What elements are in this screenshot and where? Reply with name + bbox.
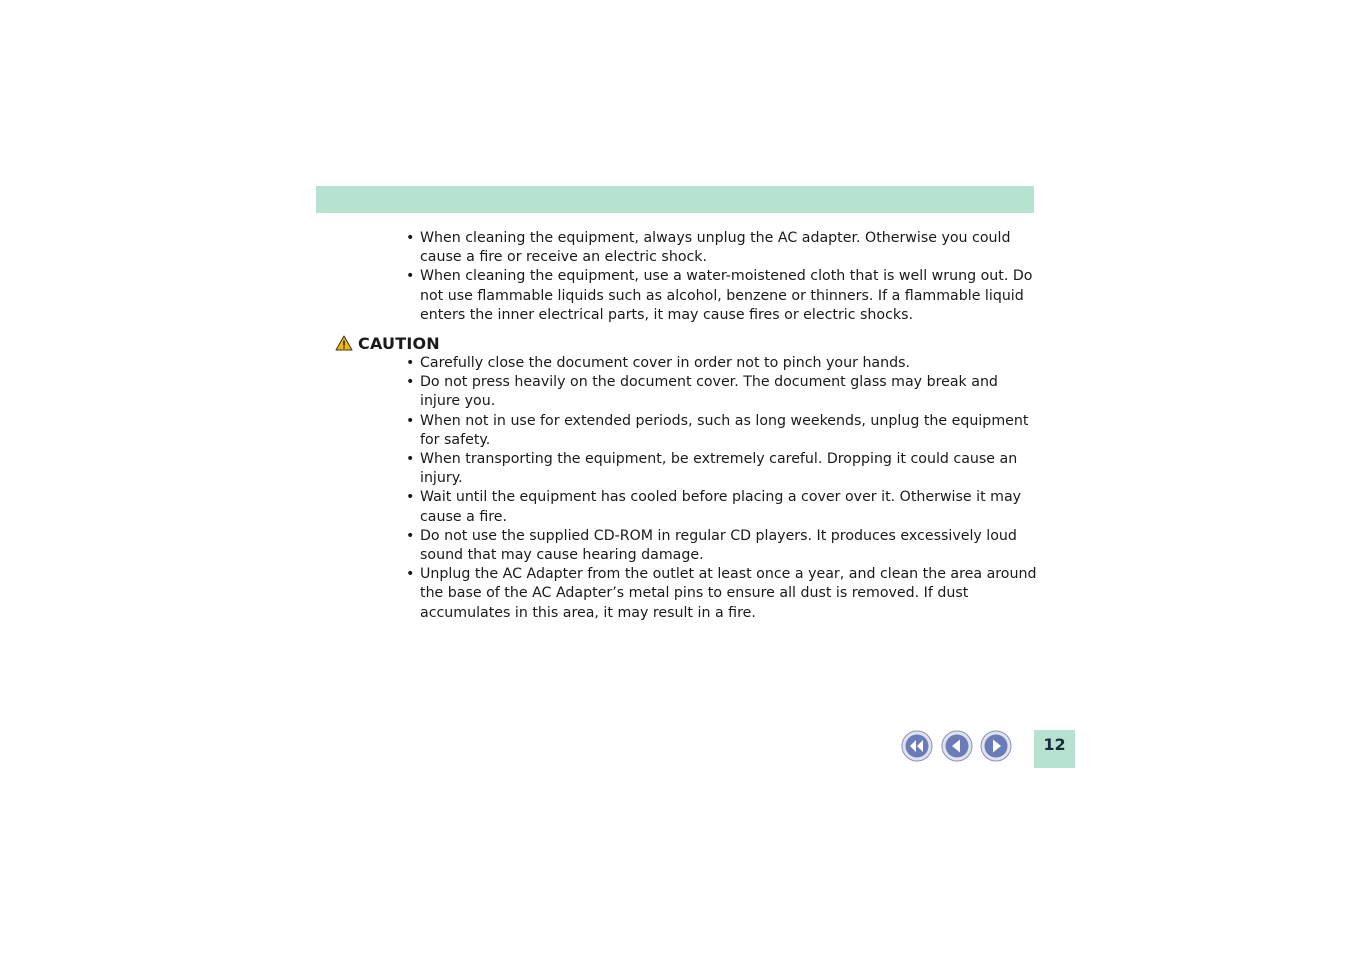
first-page-button[interactable]: [901, 730, 933, 762]
list-item: • Do not press heavily on the document cover. The document glass may break and injure you.: [405, 373, 1037, 411]
header-bar: [316, 186, 1034, 213]
list-item: • Do not use the supplied CD-ROM in regular CD players. It produces excessively loud sound that may cause hearing damage.: [405, 527, 1037, 565]
list-item: • When transporting the equipment, be extremely careful. Dropping it could cause an injury.: [405, 450, 1037, 488]
double-arrow-left-icon: [901, 730, 933, 762]
list-item: • When not in use for extended periods, such as long weekends, unplug the equipment for safety.: [405, 412, 1037, 450]
next-page-button[interactable]: [980, 730, 1012, 762]
caution-heading: [335, 332, 440, 354]
list-item: • Carefully close the document cover in order not to pinch your hands.: [405, 354, 1037, 373]
caution-bullet-list: [405, 354, 1037, 623]
top-bullet-list: [405, 229, 1037, 325]
page-number: 12: [1034, 730, 1075, 768]
list-item: • When cleaning the equipment, always unplug the AC adapter. Otherwise you could cause a fire or receive an electric shock.: [405, 229, 1037, 267]
arrow-left-icon: [941, 730, 973, 762]
previous-page-button[interactable]: [941, 730, 973, 762]
arrow-right-icon: [980, 730, 1012, 762]
list-item: • Wait until the equipment has cooled before placing a cover over it. Otherwise it may cause a fire.: [405, 488, 1037, 526]
caution-label: CAUTION: [358, 333, 440, 353]
list-item: • Unplug the AC Adapter from the outlet at least once a year, and clean the area around the base of the AC Adapter’s metal pins to ensure all dust is removed. If dust accumulates in this area, it may result in a fire.: [405, 565, 1037, 623]
list-item: • When cleaning the equipment, use a water-moistened cloth that is well wrung out. Do not use flammable liquids such as alcohol, benzene or thinners. If a flammable liquid enters the inner electrical parts, it may cause fires or electric shocks.: [405, 267, 1037, 325]
warning-triangle-icon: [335, 335, 353, 351]
